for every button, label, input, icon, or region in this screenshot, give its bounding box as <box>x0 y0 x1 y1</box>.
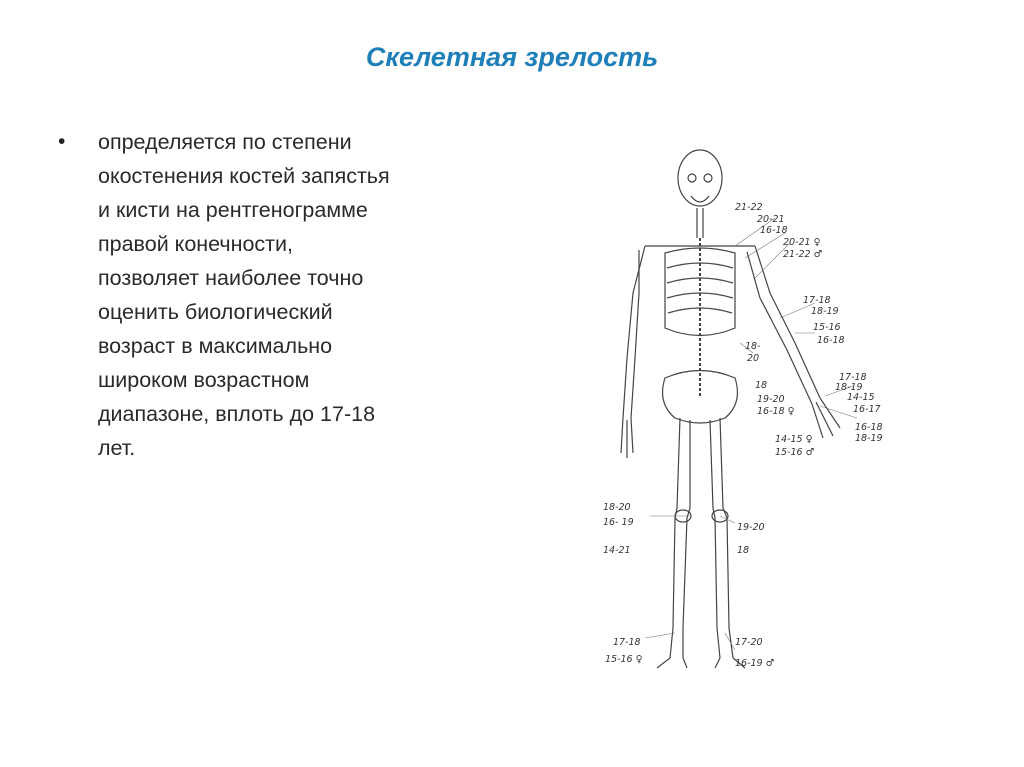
bullet-text: определяется по степени окостенения костей запястья и кисти на рентгенограмме правой конечности, позволяет наиболее точно оценить биологический возраст в максимально широком возрастном диапазоне, вплоть до 17-18 лет. <box>98 130 390 460</box>
age-label: 14-15 ♀ <box>775 434 813 445</box>
age-label: 16-17 <box>853 404 881 415</box>
right-arm <box>755 246 823 398</box>
age-label: 16-18 <box>760 225 788 236</box>
age-label: 15-16 <box>813 322 841 333</box>
age-label: 21-22 ♂ <box>783 249 823 260</box>
age-label: 18-19 <box>811 306 839 317</box>
age-label: 18-20 <box>603 502 631 513</box>
ribcage <box>665 248 735 336</box>
age-label: 17-18 <box>803 295 831 306</box>
age-label: 14-21 <box>603 545 631 556</box>
right-leg <box>710 420 720 658</box>
age-label: 17-18 <box>613 637 641 648</box>
skeleton-illustration <box>595 128 915 698</box>
bullet-marker: • <box>58 130 66 153</box>
left-leg <box>670 418 680 658</box>
bullet-list <box>58 125 498 465</box>
skull <box>678 150 722 206</box>
age-label: 17-18 <box>839 372 867 383</box>
age-label: 15-16 ♂ <box>775 447 815 458</box>
age-label: 21-22 <box>735 202 763 213</box>
age-label: 20-21 <box>757 214 785 225</box>
age-label: 18 <box>755 380 768 391</box>
age-label: 16-18 <box>855 422 883 433</box>
age-label: 17-20 <box>735 637 763 648</box>
age-label: 19-20 <box>757 394 785 405</box>
age-label: 18-19 <box>835 382 863 393</box>
age-label: 20 <box>747 353 760 364</box>
age-label: 18 <box>737 545 750 556</box>
age-label: 16-18 <box>817 335 845 346</box>
age-label: 18-19 <box>855 433 883 444</box>
left-arm <box>623 246 645 418</box>
age-label: 16-19 ♂ <box>735 658 775 669</box>
skeleton-drawing <box>595 128 915 698</box>
bullet-item <box>58 125 498 465</box>
age-label: 16- 19 <box>603 517 634 528</box>
age-label: 19-20 <box>737 522 765 533</box>
age-label: 14-15 <box>847 392 875 403</box>
slide-title: Скелетная зрелость <box>365 42 659 72</box>
age-label: 18- <box>745 341 761 352</box>
age-label: 15-16 ♀ <box>605 654 643 665</box>
age-label: 16-18 ♀ <box>757 406 795 417</box>
age-label: 20-21 ♀ <box>783 237 821 248</box>
